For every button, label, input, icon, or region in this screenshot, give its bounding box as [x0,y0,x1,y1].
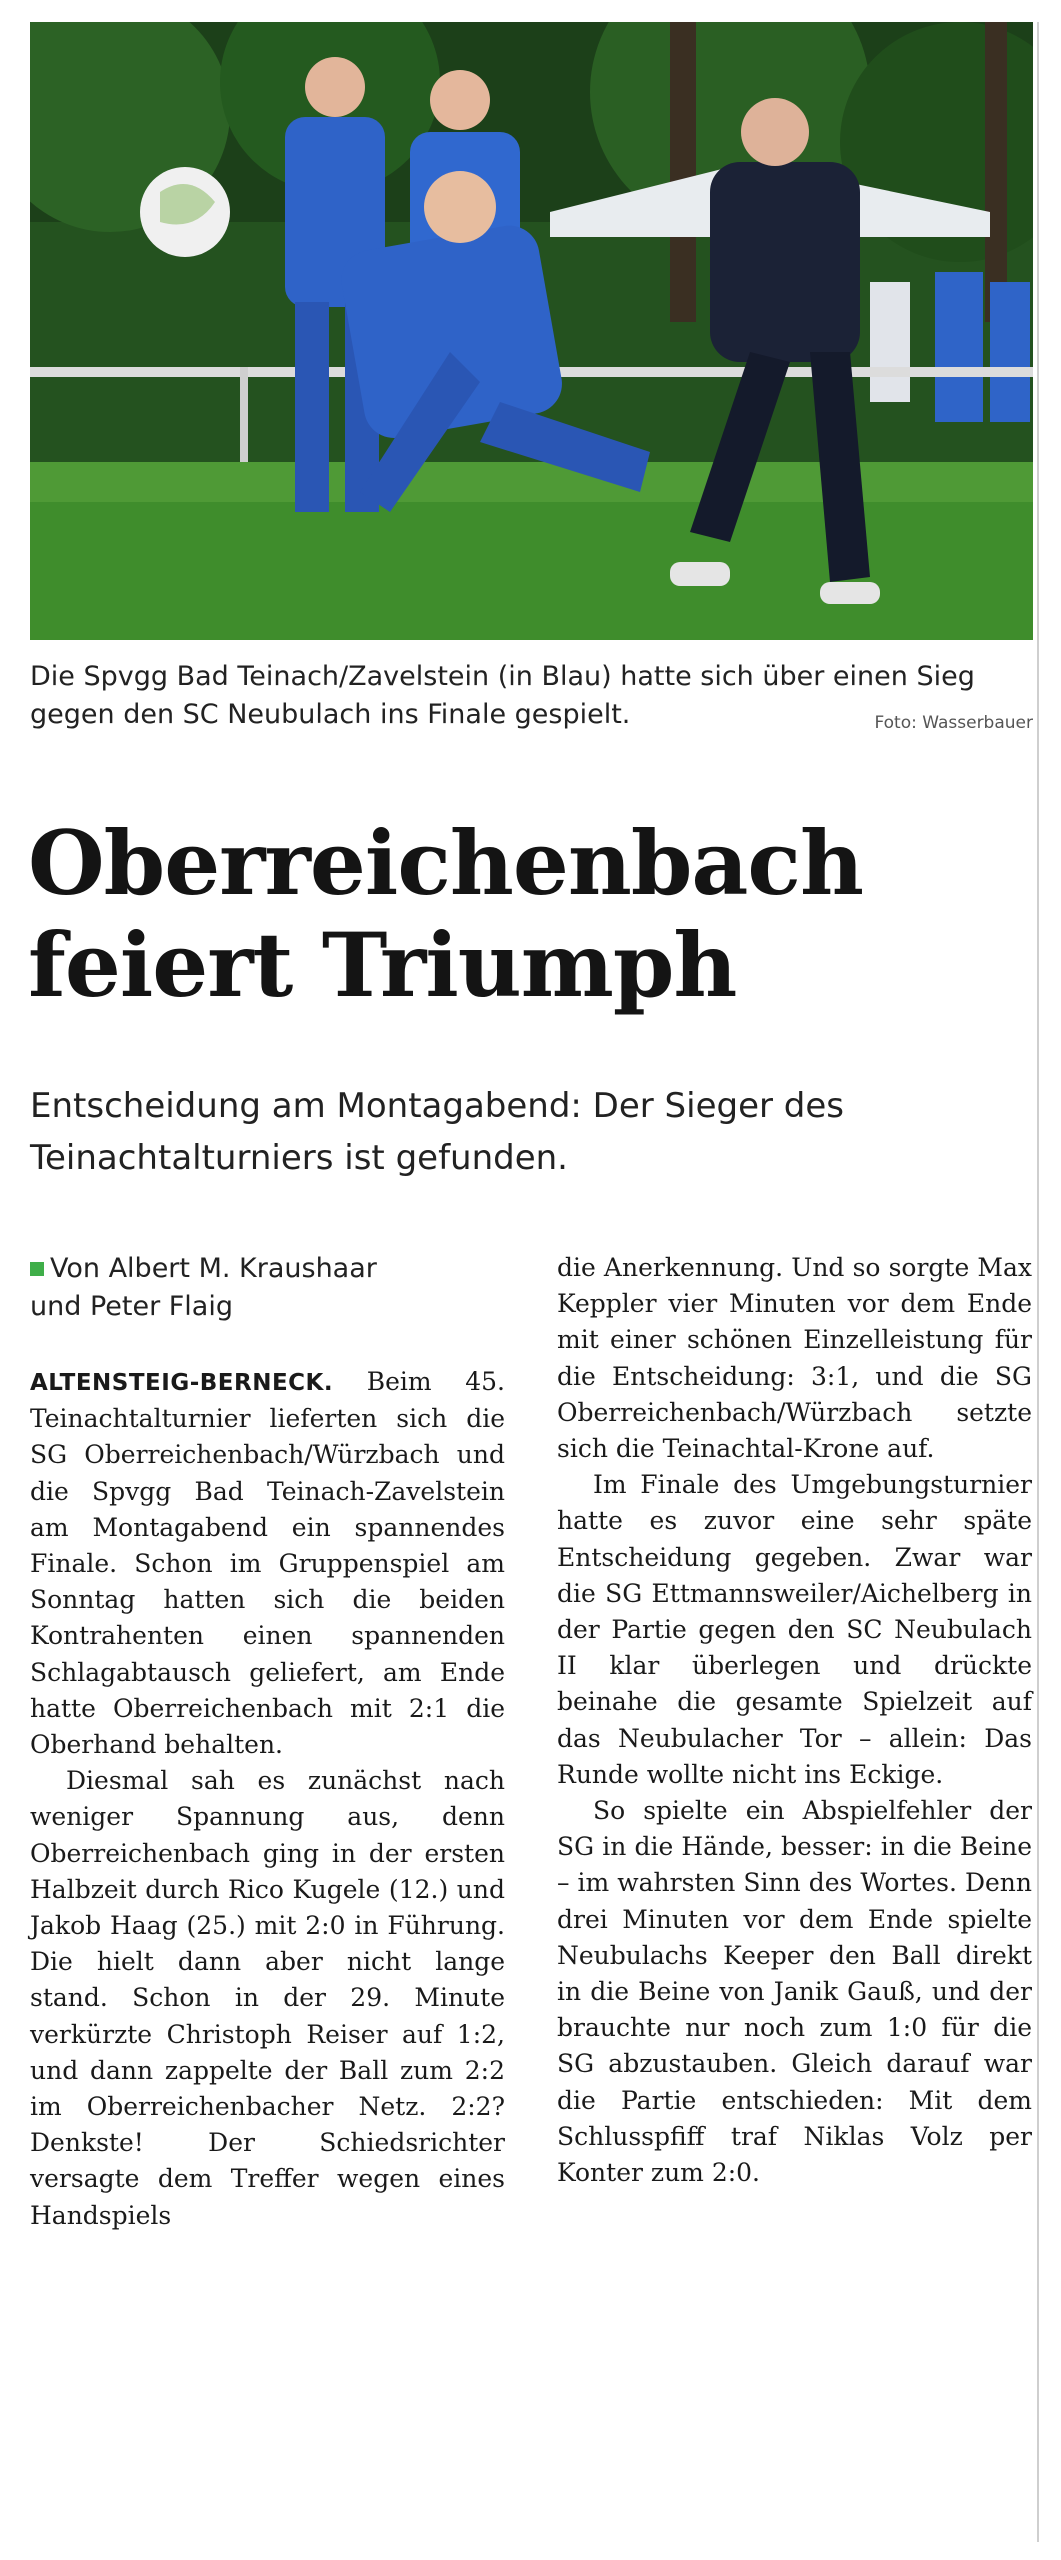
article-paragraph-3: die Anerkennung. Und so sorgte Max Keppler vier Minuten vor dem Ende mit einer schönen Einzelleistung für die Entscheidung: 3:1, und die SG Oberreichenbach/Würzbach setzte sich die Teinachtal-Krone auf. [557,1253,1032,1464]
article-paragraph-1 [30,1364,505,1763]
headline-line-1: Oberreichenbach [28,811,863,915]
byline-marker [30,1262,44,1276]
byline-line-1: Von Albert M. Kraushaar [50,1253,377,1284]
match-photo [30,22,1033,640]
photo-credit: Foto: Wasserbauer [874,713,1033,733]
headline-line-2: feiert Triumph [28,913,737,1017]
photo-caption [30,658,1033,742]
byline-line-2: und Peter Flaig [30,1291,233,1322]
article-paragraph-4: Im Finale des Umgebungsturnier hatte es zuvor eine sehr späte Entscheidung gegeben. Zwar war die SG Ettmannsweiler/Aichelberg in der Partie gegen den SC Neubulach II klar überlegen und drückte beinahe die gesamte Spielzeit auf das Neubulacher Tor – allein: Das Runde wollte nicht ins Eckige. [557,1470,1032,1789]
headline [28,812,1028,1016]
article-paragraph-2: Diesmal sah es zunächst nach weniger Spannung aus, denn Oberreichenbach ging in der ersten Halbzeit durch Rico Kugele (12.) und Jakob Haag (25.) mit 2:0 in Führung. Die hielt dann aber nicht lange stand. Schon in der 29. Minute verkürzte Christoph Reiser auf 1:2, und dann zappelte der Ball zum 2:2 im Oberreichenbacher Netz. 2:2? Denkste! Der Schiedsrichter versagte dem Treffer wegen eines Handspiels [30,1766,505,2230]
subheadline: Entscheidung am Montagabend: Der Sieger des Teinachtalturniers ist gefunden. [30,1086,845,1178]
caption-text: Die Spvgg Bad Teinach/Zavelstein (in Blau) hatte sich über einen Sieg gegen den SC Neubulach ins Finale gespielt. [30,661,975,730]
dateline: ALTENSTEIG-BERNECK. [30,1370,334,1396]
article-paragraph-5: So spielte ein Abspielfehler der SG in die Hände, besser: in die Beine – im wahrsten Sinn des Wortes. Denn drei Minuten vor dem Ende spielte Neubulachs Keeper den Ball direkt in die Beine von Janik Gauß, und der brauchte nur noch zum 1:0 für die SG abzustauben. Gleich darauf war die Partie entschieden: Mit dem Schlusspfiff traf Niklas Volz per Konter zum 2:0. [557,1796,1032,2188]
byline [30,1250,505,1326]
article-paragraph-1-text: Beim 45. Teinachtalturnier lieferten sich die SG Oberreichenbach/Würzbach und die Spvgg Bad Teinach-Zavelstein am Montagabend ein spannendes Finale. Schon im Gruppenspiel am Sonntag hatten sich die beiden Kontrahenten einen spannenden Schlagabtausch geliefert, am Ende hatte Oberreichenbach mit 2:1 die Oberhand behalten. [30,1367,505,1760]
article-column-left [30,1250,505,2234]
page-edge-rule [1037,22,1039,2542]
article-column-right [557,1250,1032,2191]
